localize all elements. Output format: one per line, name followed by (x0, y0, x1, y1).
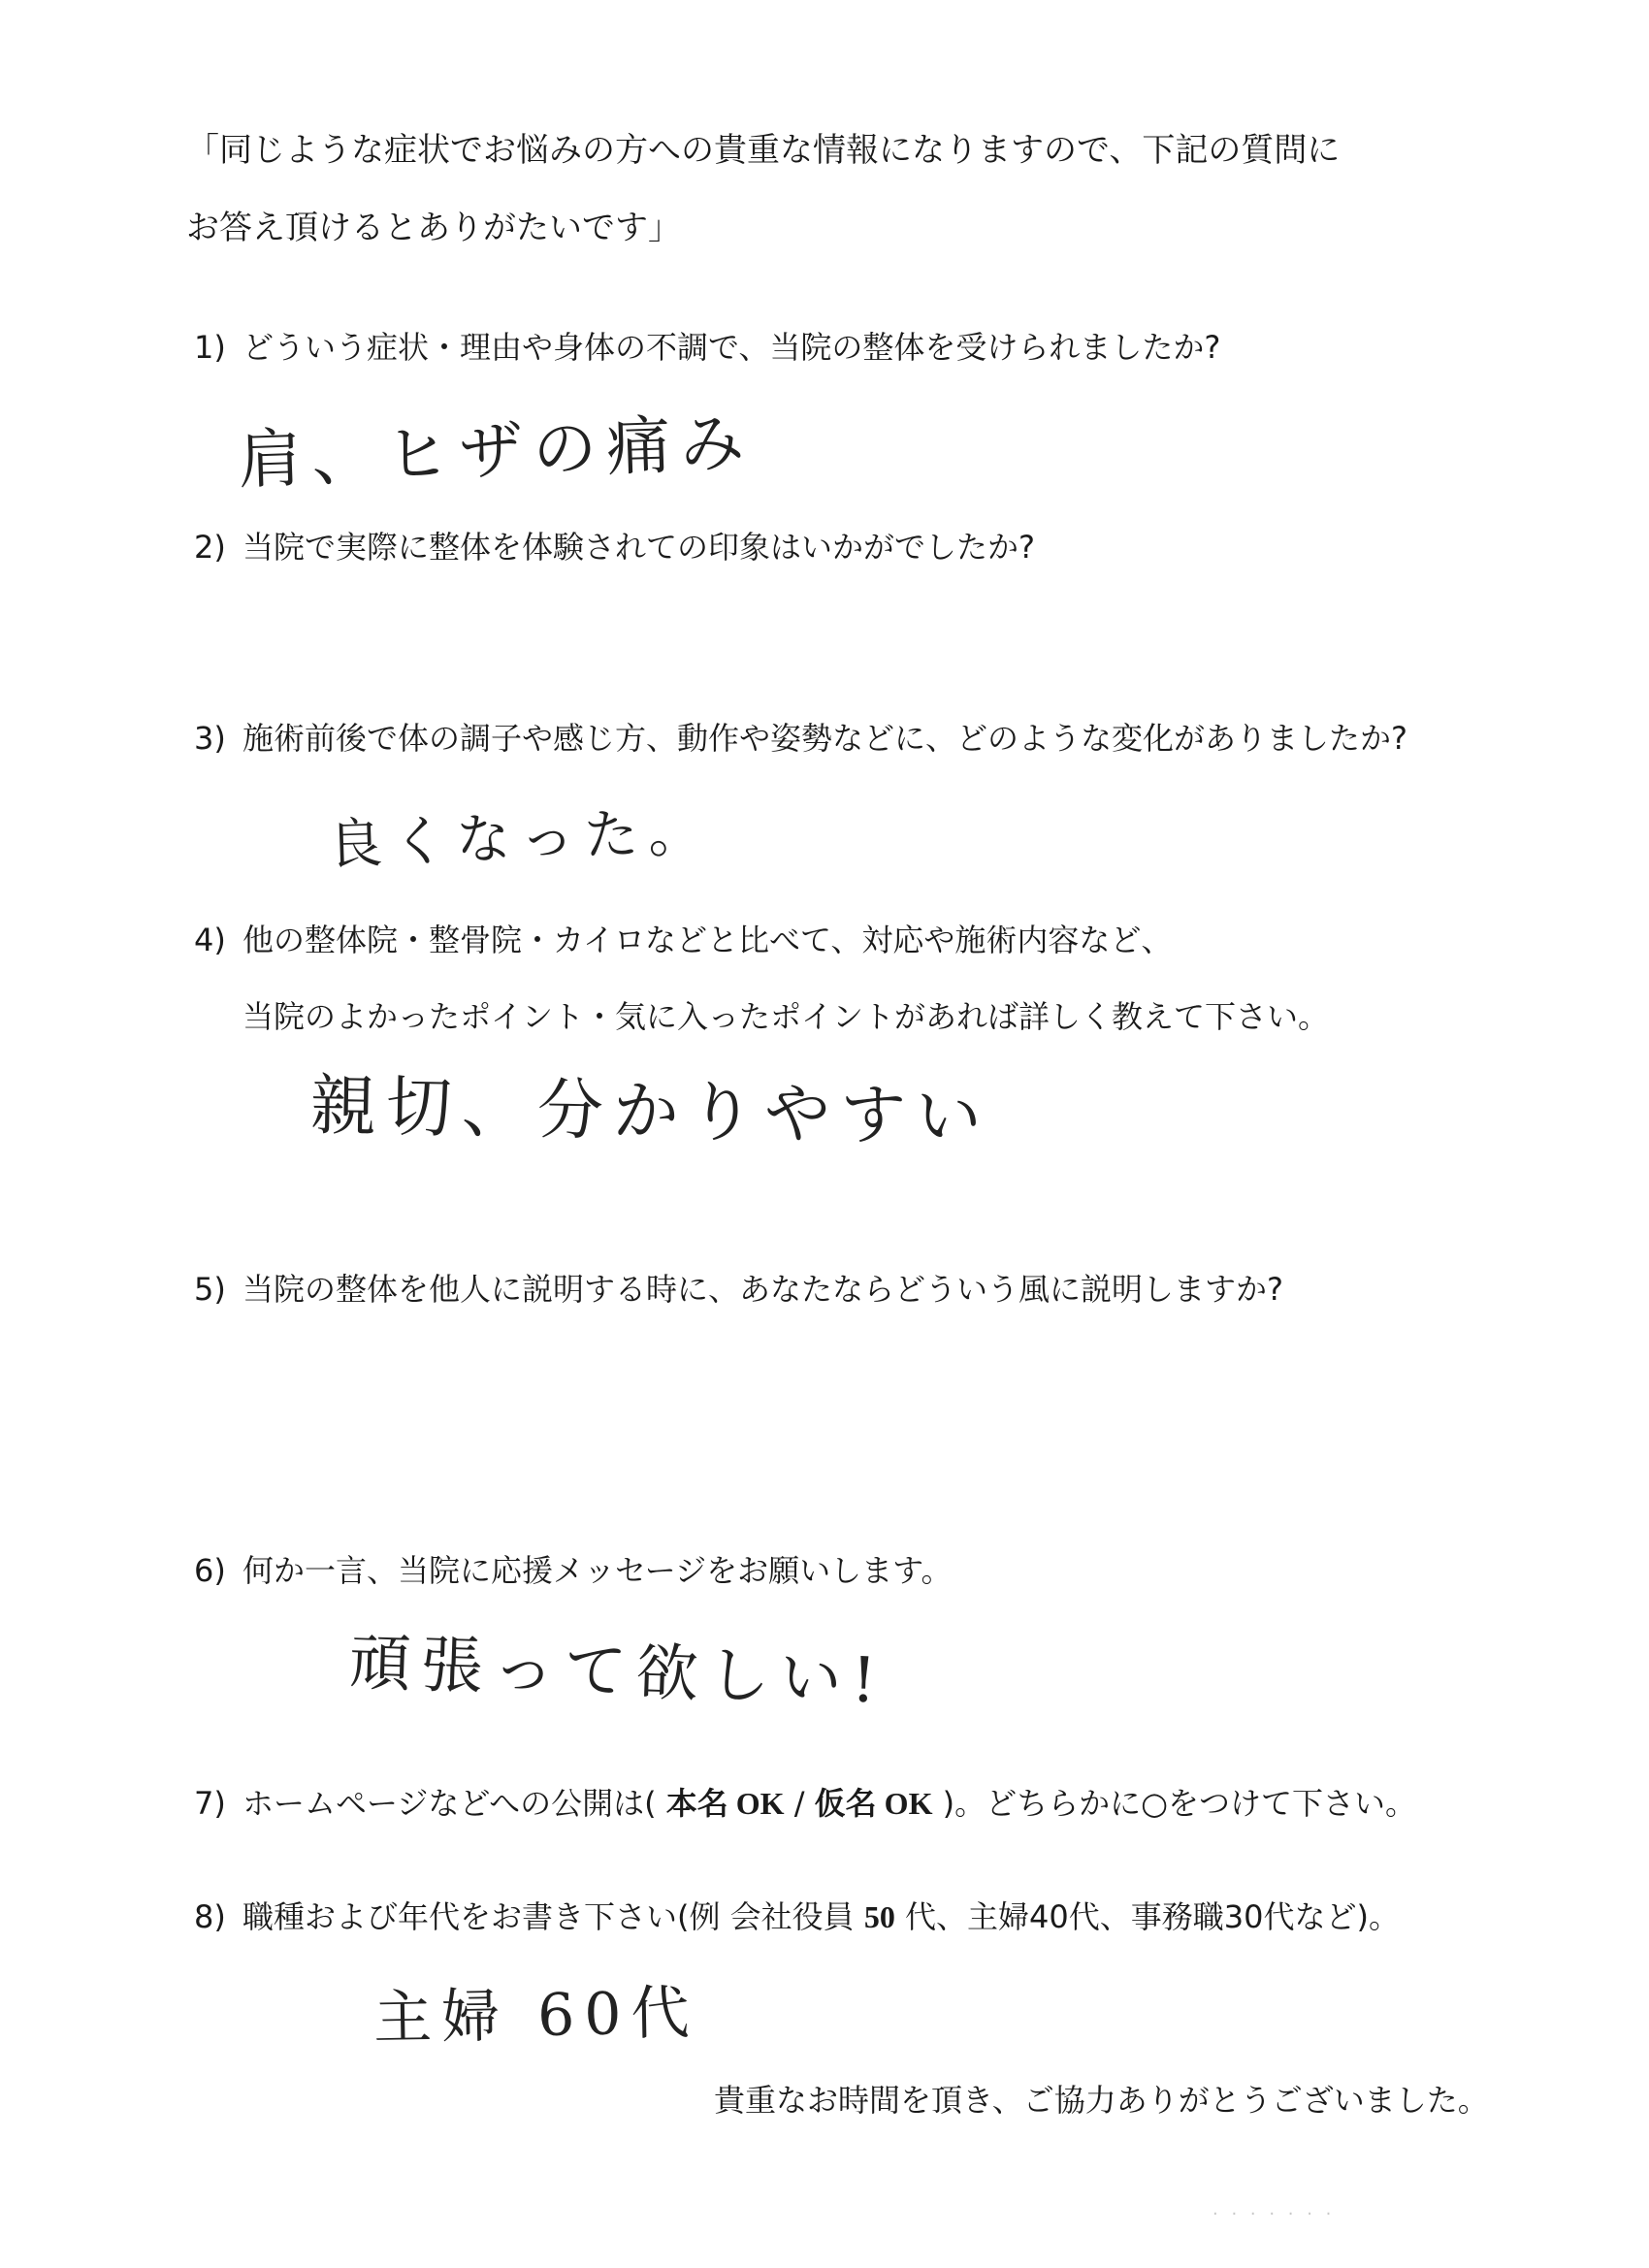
question-text: 当院で実際に整体を体験されての印象はいかがでしたか? (242, 529, 1035, 566)
intro-line-2: お答え頂けるとありがたいです」 (186, 209, 681, 247)
question-number: 3) (194, 720, 226, 757)
option-real-name-ok[interactable]: 本名 OK (665, 1786, 785, 1821)
answer-6-handwritten: 頑張って欲しい! (347, 1627, 888, 1718)
answer-8-handwritten: 主婦 60代 (372, 1979, 700, 2053)
answer-4-handwritten: 親切、分かりやすい (309, 1067, 992, 1157)
question-number: 2) (194, 529, 226, 566)
intro-line-1: 「同じような症状でお悩みの方への貴重な情報になりますので、下記の質問に (186, 131, 1341, 170)
option-pseudonym-ok[interactable]: 仮名 OK (814, 1786, 933, 1821)
closing-thanks: 貴重なお時間を頂き、ご協力ありがとうございました。 (714, 2082, 1489, 2119)
question-8 (194, 1898, 1400, 1935)
question-number: 8) (194, 1898, 226, 1935)
question-6 (194, 1552, 953, 1589)
question-number: 5) (194, 1271, 226, 1308)
question-text: 他の整体院・整骨院・カイロなどと比べて、対応や施術内容など、 (242, 922, 1173, 958)
question-text: 施術前後で体の調子や感じ方、動作や姿勢などに、どのような変化がありましたか? (242, 720, 1407, 757)
question-text-b: )。どちらかに○をつけて下さい。 (942, 1785, 1417, 1822)
question-text: 何か一言、当院に応援メッセージをお願いします。 (242, 1552, 953, 1589)
answer-1-handwritten: 肩、ヒザの痛み (237, 405, 756, 499)
answer-3-handwritten: 良くなった。 (327, 800, 714, 877)
question-text-a: ホームページなどへの公開は( (242, 1785, 657, 1822)
example-age-bold: 50 (863, 1899, 895, 1934)
question-text: どういう症状・理由や身体の不調で、当院の整体を受けられましたか? (242, 329, 1221, 366)
question-text: 当院の整体を他人に説明する時に、あなたならどういう風に説明しますか? (242, 1271, 1283, 1308)
question-2 (194, 529, 1035, 566)
question-5 (194, 1271, 1283, 1308)
question-4-line-2: 当院のよかったポイント・気に入ったポイントがあれば詳しく教えて下さい。 (242, 998, 1330, 1035)
scan-specks: · · · · · · · (1212, 2204, 1336, 2224)
question-number: 6) (194, 1552, 226, 1589)
question-number: 4) (194, 922, 226, 958)
question-number: 7) (194, 1785, 226, 1822)
question-3 (194, 720, 1407, 757)
question-7 (194, 1785, 1417, 1822)
question-text-a: 職種および年代をお書き下さい(例 会社役員 (242, 1898, 864, 1935)
question-4 (194, 924, 1172, 956)
option-separator: / (793, 1785, 805, 1822)
question-1 (194, 329, 1221, 366)
question-number: 1) (194, 329, 226, 366)
question-text-b: 代、主婦40代、事務職30代など)。 (894, 1898, 1400, 1935)
